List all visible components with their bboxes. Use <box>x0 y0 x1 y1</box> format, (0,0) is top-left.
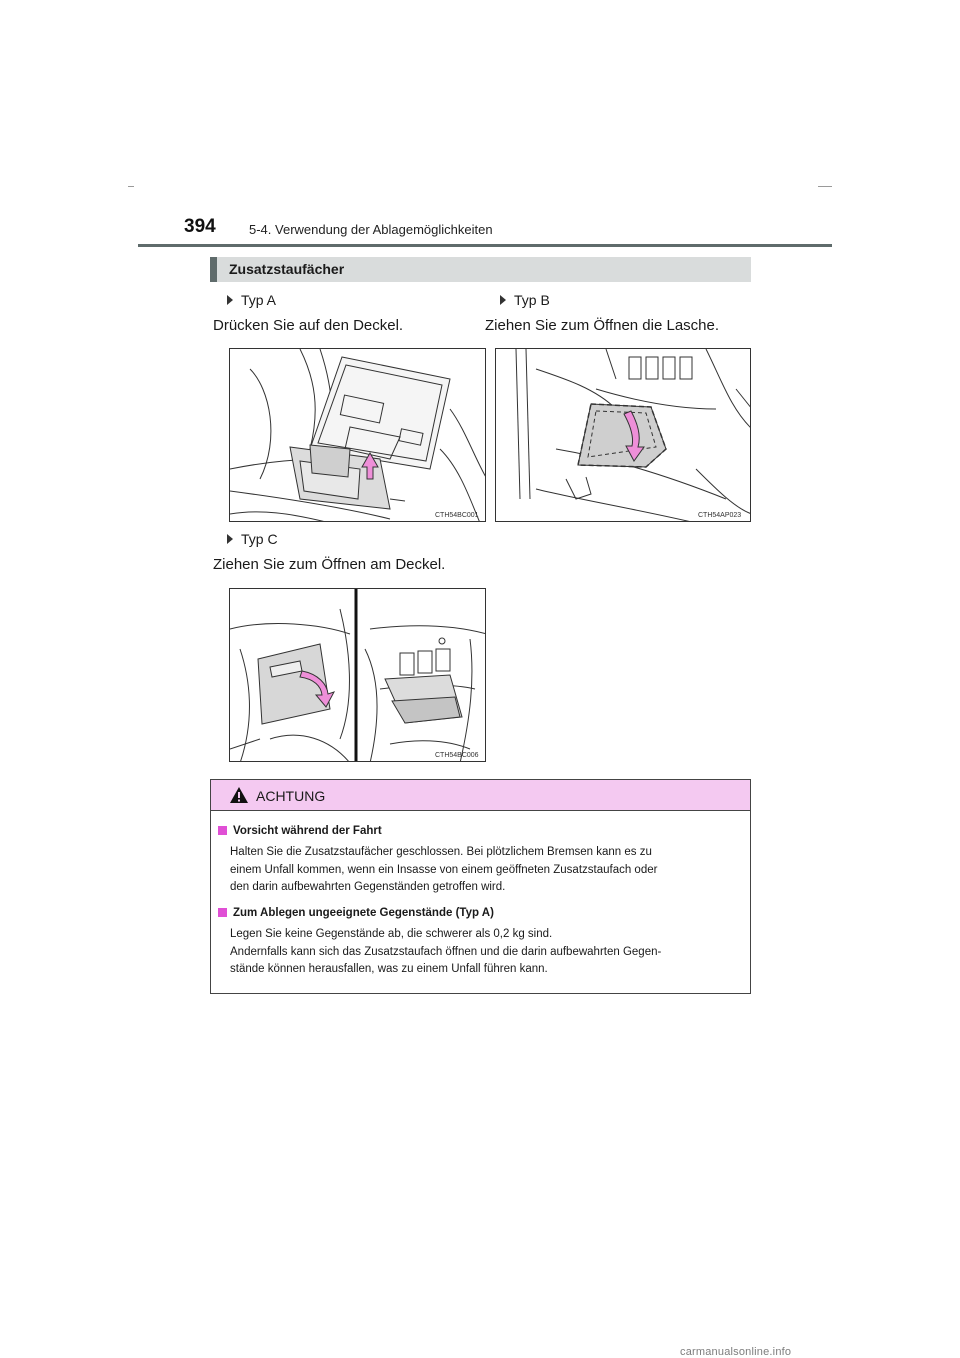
lower-panel-pull-tab-illustration <box>496 349 751 522</box>
chapter-title: 5-4. Verwendung der Ablagemöglichkeiten <box>249 222 493 237</box>
square-bullet-icon <box>218 826 227 835</box>
text-line: Andernfalls kann sich das Zusatzstaufach öffnen und die darin aufbewahrten Gegen- <box>230 945 662 958</box>
type-a-instruction: Drücken Sie auf den Deckel. <box>213 317 404 334</box>
figure-code: CTH54BC001 <box>435 512 479 519</box>
warning-item-heading-text: Vorsicht während der Fahrt <box>233 825 382 837</box>
figure-type-a <box>229 348 486 522</box>
header-rule <box>138 244 832 247</box>
figure-code: CTH54AP023 <box>698 512 742 519</box>
figure-type-c <box>229 588 486 762</box>
warning-item-heading <box>218 825 382 837</box>
watermark-link[interactable]: carmanualsonline.info <box>680 1346 792 1358</box>
type-b-instruction: Ziehen Sie zum Öffnen die Lasche. <box>485 317 720 334</box>
page-number: 394 <box>184 216 216 237</box>
warning-item-text <box>230 844 742 897</box>
warning-triangle-icon <box>229 786 249 804</box>
type-b-label-text: Typ B <box>514 292 550 308</box>
text-line: den darin aufbewahrten Gegenständen getroffen wird. <box>230 881 506 893</box>
square-bullet-icon <box>218 908 227 917</box>
type-c-label <box>227 531 278 547</box>
console-push-lid-illustration <box>230 349 486 522</box>
triangle-bullet-icon <box>227 534 233 544</box>
section-heading-bar <box>210 257 751 282</box>
text-line: einem Unfall kommen, wenn ein Insasse von einem geöffneten Zusatzstaufach oder <box>230 863 658 876</box>
text-line: Legen Sie keine Gegenstände ab, die schwerer als 0,2 kg sind. <box>230 928 553 940</box>
text-line: stände können herausfallen, was zu einem Unfall führen kann. <box>230 963 548 975</box>
warning-box <box>210 779 751 994</box>
text-line: Halten Sie die Zusatzstaufächer geschlossen. Bei plötzlichem Bremsen kann es zu <box>230 846 652 858</box>
warning-header <box>211 780 750 811</box>
triangle-bullet-icon <box>227 295 233 305</box>
figure-code: CTH54BC006 <box>435 752 479 759</box>
type-a-label <box>227 292 276 308</box>
warning-item-text <box>230 926 742 979</box>
type-a-label-text: Typ A <box>241 292 277 308</box>
warning-item-heading-text: Zum Ablegen ungeeignete Gegenstände (Typ A) <box>233 907 494 919</box>
section-title: Zusatzstaufächer <box>229 261 345 277</box>
warning-title: ACHTUNG <box>256 788 326 804</box>
triangle-bullet-icon <box>500 295 506 305</box>
crop-mark-left <box>128 186 134 187</box>
crop-mark-right <box>818 186 832 187</box>
type-c-instruction: Ziehen Sie zum Öffnen am Deckel. <box>213 556 446 573</box>
figure-type-b <box>495 348 751 522</box>
type-b-label <box>500 292 550 308</box>
type-c-label-text: Typ C <box>241 531 278 547</box>
console-pull-lid-illustration <box>230 589 486 762</box>
warning-item-heading <box>218 907 494 919</box>
